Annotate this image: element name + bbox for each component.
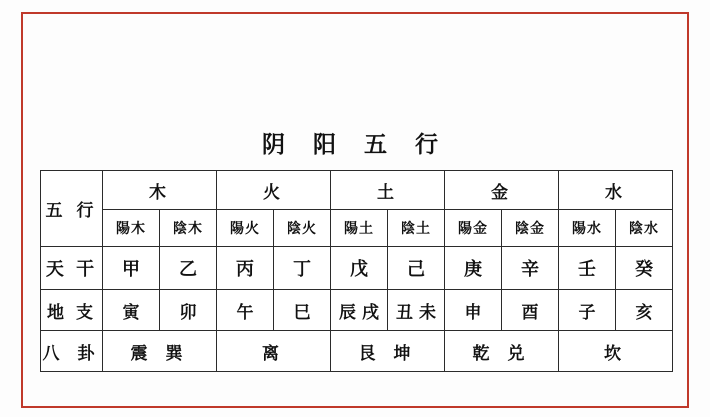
dizhi-wu: 午 (217, 290, 274, 331)
tiangan-geng: 庚 (445, 247, 502, 290)
element-fire: 火 (217, 171, 331, 210)
tiangan-xin: 辛 (502, 247, 559, 290)
table-row-elements (41, 171, 673, 210)
element-earth: 土 (331, 171, 445, 210)
row-label-tiangan: 天 干 (41, 247, 103, 290)
dizhi-chen-xu: 辰 戌 (331, 290, 388, 331)
element-wood: 木 (103, 171, 217, 210)
tiangan-jia: 甲 (103, 247, 160, 290)
bagua-metal: 乾 兑 (445, 331, 559, 372)
bagua-wood: 震 巽 (103, 331, 217, 372)
table-row-dizhi (41, 290, 673, 331)
dizhi-chou-wei: 丑 未 (388, 290, 445, 331)
row-label-wuxing: 五 行 (41, 171, 103, 247)
table-row-yinyang (41, 210, 673, 247)
page-title: 阴 阳 五 行 (261, 132, 449, 158)
yinyang-yang-wood: 陽木 (103, 210, 160, 247)
tiangan-bing: 丙 (217, 247, 274, 290)
tiangan-ding: 丁 (274, 247, 331, 290)
tiangan-yi: 乙 (160, 247, 217, 290)
dizhi-shen: 申 (445, 290, 502, 331)
dizhi-yin: 寅 (103, 290, 160, 331)
bagua-water: 坎 (559, 331, 673, 372)
yinyang-yin-earth: 陰土 (388, 210, 445, 247)
dizhi-you: 酉 (502, 290, 559, 331)
tiangan-ji: 己 (388, 247, 445, 290)
bagua-earth: 艮 坤 (331, 331, 445, 372)
yinyang-yang-fire: 陽火 (217, 210, 274, 247)
tiangan-gui: 癸 (616, 247, 673, 290)
dizhi-si: 巳 (274, 290, 331, 331)
yinyang-yang-metal: 陽金 (445, 210, 502, 247)
dizhi-mao: 卯 (160, 290, 217, 331)
table-row-tiangan (41, 247, 673, 290)
tiangan-ren: 壬 (559, 247, 616, 290)
table-row-bagua (41, 331, 673, 372)
yinyang-yin-metal: 陰金 (502, 210, 559, 247)
yinyang-yang-water: 陽水 (559, 210, 616, 247)
yinyang-yang-earth: 陽土 (331, 210, 388, 247)
bagua-fire: 离 (217, 331, 331, 372)
dizhi-hai: 亥 (616, 290, 673, 331)
element-metal: 金 (445, 171, 559, 210)
row-label-dizhi: 地 支 (41, 290, 103, 331)
tiangan-wu: 戊 (331, 247, 388, 290)
dizhi-zi: 子 (559, 290, 616, 331)
yinyang-yin-wood: 陰木 (160, 210, 217, 247)
yinyang-yin-fire: 陰火 (274, 210, 331, 247)
yinyang-yin-water: 陰水 (616, 210, 673, 247)
wuxing-table (40, 170, 673, 372)
element-water: 水 (559, 171, 673, 210)
row-label-bagua: 八 卦 (41, 331, 103, 372)
